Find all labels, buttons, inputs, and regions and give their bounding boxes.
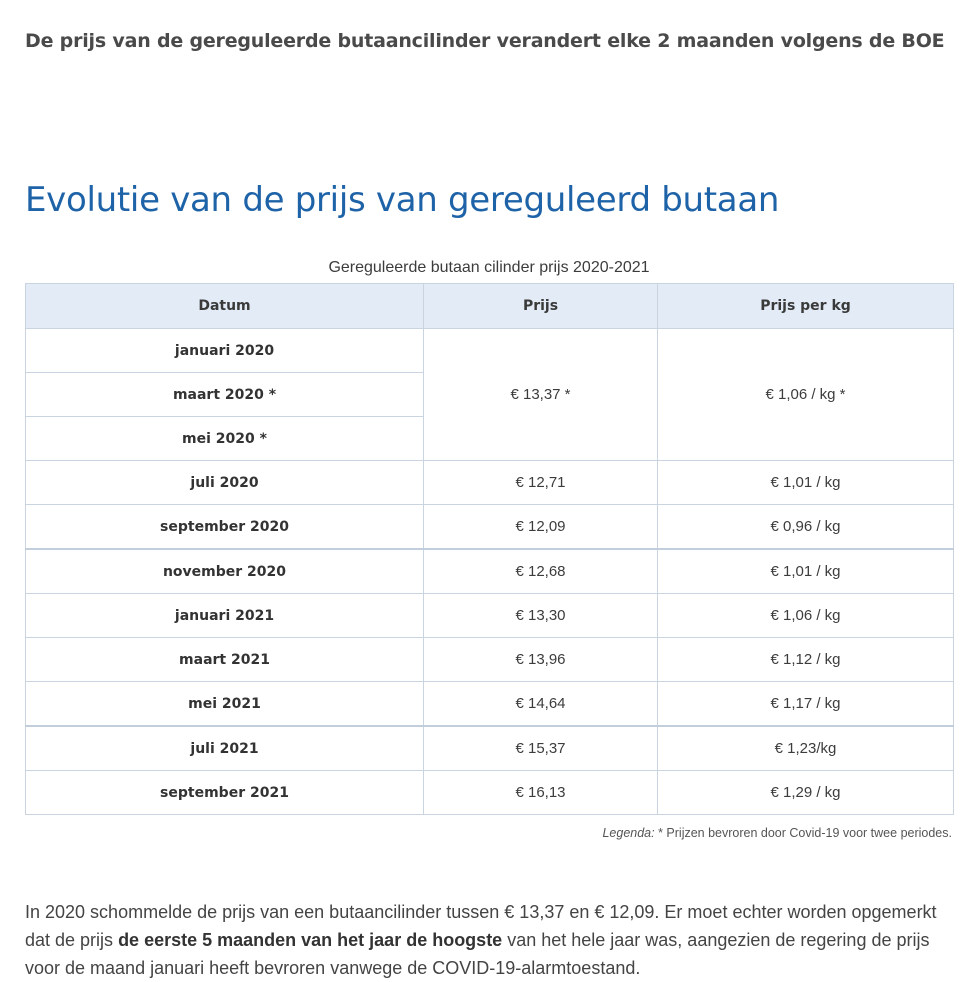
price-cell: € 16,13 [424, 771, 658, 815]
paragraph-emphasis: de eerste 5 maanden van het jaar de hoogste [118, 930, 503, 950]
price-cell: € 14,64 [424, 682, 658, 727]
column-header-date: Datum [26, 284, 424, 329]
table-row [26, 505, 954, 550]
price-per-kg-cell: € 1,01 / kg [658, 549, 954, 594]
date-cell: september 2020 [26, 505, 424, 550]
column-header-price-per-kg: Prijs per kg [658, 284, 954, 329]
paragraph-text: In 2020 schommelde de prijs van een butaancilinder tussen € 13,37 en € 12,09. Er moet echter worden opgemerkt dat de prijs [25, 902, 937, 950]
date-cell: november 2020 [26, 549, 424, 594]
price-cell: € 15,37 [424, 726, 658, 771]
table-row [26, 329, 954, 373]
price-cell: € 12,71 [424, 461, 658, 505]
date-cell: januari 2020 [26, 329, 424, 373]
table-row [26, 461, 954, 505]
table-legend [602, 826, 952, 840]
price-cell: € 12,09 [424, 505, 658, 550]
legend-text: * Prijzen bevroren door Covid-19 voor twee periodes. [654, 826, 952, 840]
price-per-kg-cell: € 0,96 / kg [658, 505, 954, 550]
column-header-price: Prijs [424, 284, 658, 329]
table-header-row [26, 284, 954, 329]
date-cell: mei 2021 [26, 682, 424, 727]
price-cell: € 13,96 [424, 638, 658, 682]
price-cell: € 12,68 [424, 549, 658, 594]
section-heading: Evolutie van de prijs van gereguleerd butaan [25, 180, 780, 220]
paragraph-text-end: van het hele jaar was, aangezien de regering de prijs voor de maand januari heeft bevroren vanwege de COVID-19-alarmtoestand. [25, 930, 930, 978]
price-per-kg-cell: € 1,17 / kg [658, 682, 954, 727]
date-cell: maart 2021 [26, 638, 424, 682]
body-paragraph [25, 898, 955, 982]
table-caption: Gereguleerde butaan cilinder prijs 2020-2021 [328, 259, 650, 276]
date-cell: juli 2021 [26, 726, 424, 771]
price-per-kg-cell: € 1,23/kg [658, 726, 954, 771]
price-per-kg-cell: € 1,29 / kg [658, 771, 954, 815]
date-cell: maart 2020 * [26, 373, 424, 417]
lead-text: De prijs van de gereguleerde butaancilinder verandert elke 2 maanden volgens de BOE [25, 30, 945, 52]
table-row [26, 638, 954, 682]
price-per-kg-cell: € 1,06 / kg [658, 594, 954, 638]
table-row [26, 594, 954, 638]
date-cell: mei 2020 * [26, 417, 424, 461]
table-row [26, 771, 954, 815]
date-cell: juli 2020 [26, 461, 424, 505]
table-row [26, 682, 954, 727]
date-cell: januari 2021 [26, 594, 424, 638]
date-cell: september 2021 [26, 771, 424, 815]
price-per-kg-cell: € 1,01 / kg [658, 461, 954, 505]
price-per-kg-cell: € 1,12 / kg [658, 638, 954, 682]
price-cell-frozen: € 13,37 * [424, 329, 658, 461]
price-cell: € 13,30 [424, 594, 658, 638]
table-row [26, 726, 954, 771]
price-per-kg-cell-frozen: € 1,06 / kg * [658, 329, 954, 461]
price-table [25, 283, 954, 815]
table-row [26, 549, 954, 594]
legend-label: Legenda: [602, 826, 655, 840]
